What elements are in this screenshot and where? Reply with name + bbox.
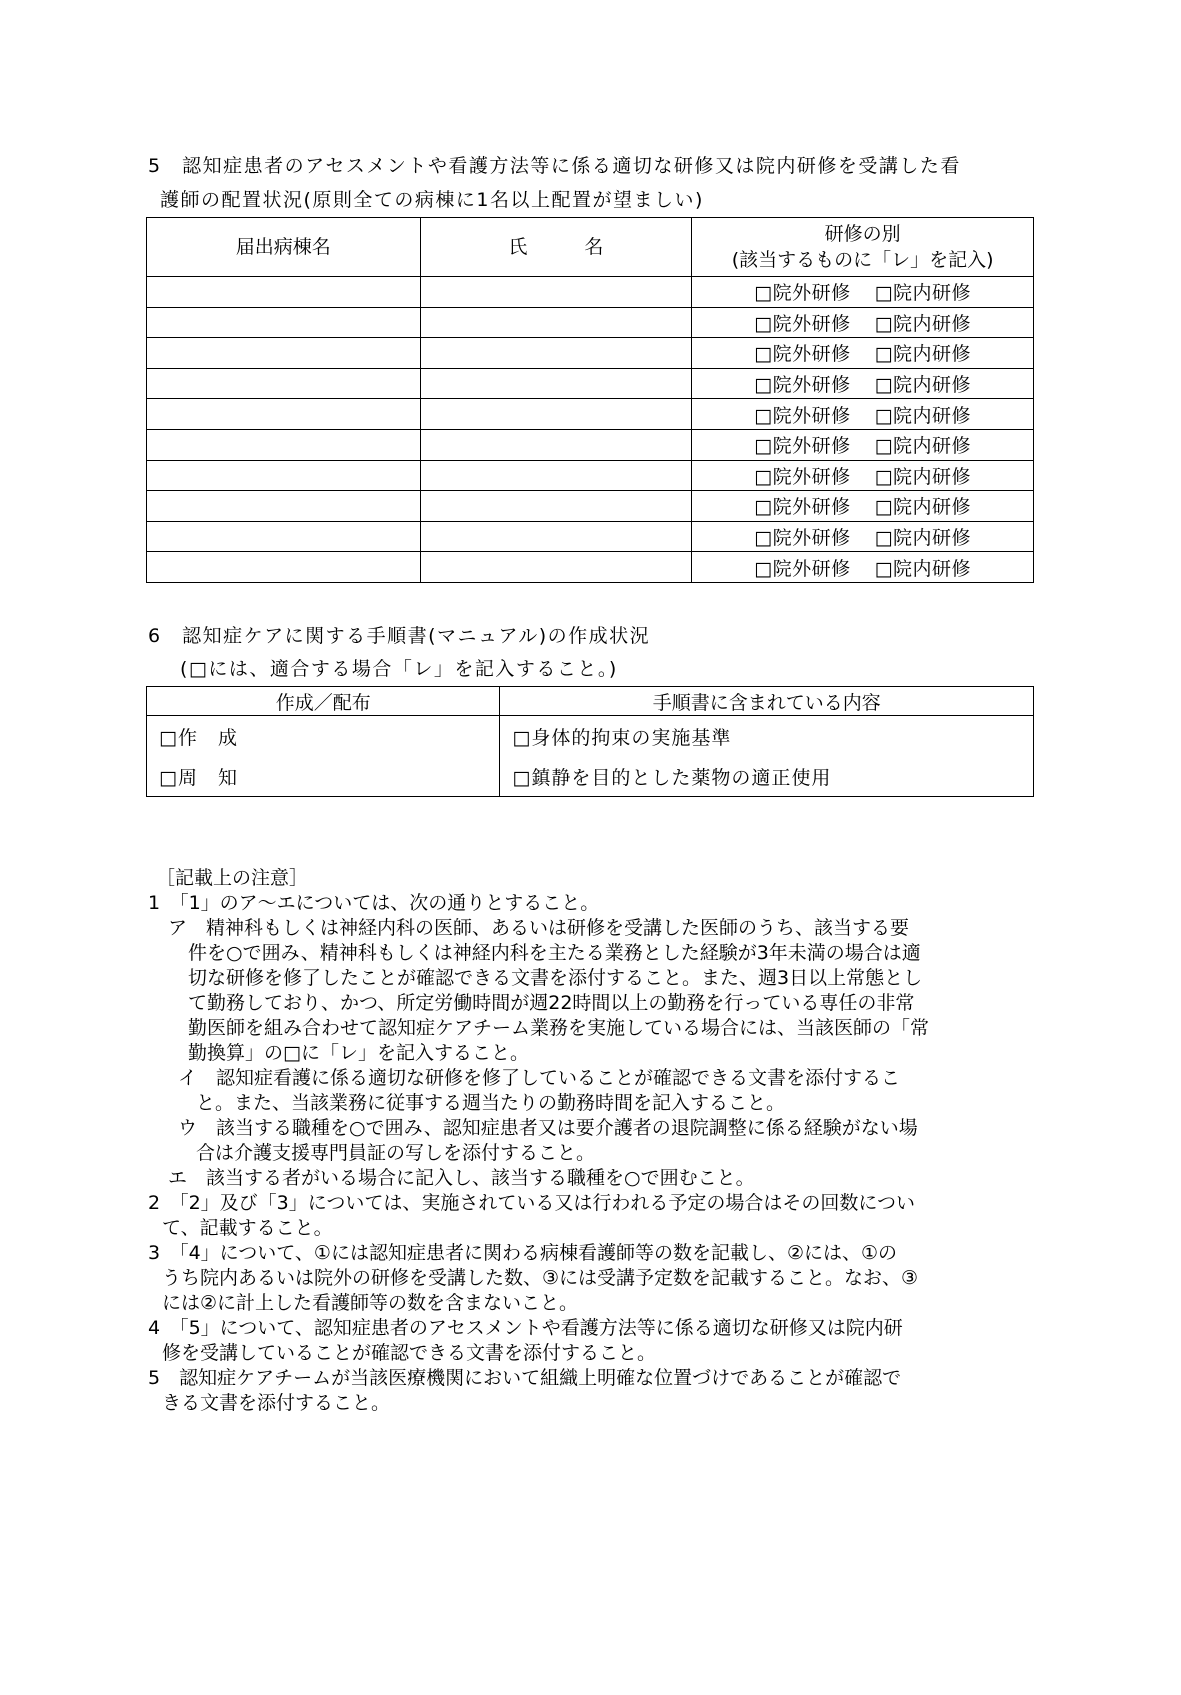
note-line: ア 精神科もしくは神経内科の医師、あるいは研修を受講した医師のうち、該当する要	[168, 917, 910, 939]
ward-cell[interactable]	[147, 307, 421, 338]
note-line: イ 認知症看護に係る適切な研修を修了していることが確認できる文書を添付するこ	[178, 1067, 901, 1089]
section5-heading-line1: 5 認知症患者のアセスメントや看護方法等に係る適切な研修又は院内研修を受講した看	[148, 155, 961, 177]
ward-cell[interactable]	[147, 277, 421, 308]
note-line: エ 該当する者がいる場合に記入し、該当する職種を○で囲むこと。	[168, 1167, 755, 1189]
table-header-row	[147, 218, 1034, 277]
internal-training-checkbox[interactable]: □院内研修	[874, 343, 972, 366]
header-name: 氏 名	[420, 218, 692, 277]
name-cell[interactable]	[420, 491, 692, 522]
name-cell[interactable]	[420, 460, 692, 491]
external-training-checkbox[interactable]: □院外研修	[754, 435, 851, 458]
header-training-line2: (該当するものに「レ」を記入)	[731, 249, 994, 271]
training-cell	[692, 552, 1034, 583]
external-training-checkbox[interactable]: □院外研修	[754, 465, 851, 488]
table-row	[147, 307, 1034, 338]
note-line: には②に計上した看護師等の数を含まないこと。	[162, 1292, 579, 1314]
note-line: 勤換算」の□に「レ」を記入すること。	[188, 1042, 529, 1064]
note-line: 3 「4」について、①には認知症患者に関わる病棟看護師等の数を記載し、②には、①の	[148, 1242, 898, 1264]
internal-training-checkbox[interactable]: □院内研修	[874, 557, 972, 580]
ward-cell[interactable]	[147, 399, 421, 430]
training-cell	[692, 399, 1034, 430]
note-line: 2 「2」及び「3」については、実施されている又は行われる予定の場合はその回数につい	[148, 1192, 916, 1214]
table-row	[147, 338, 1034, 369]
table-header-row	[147, 687, 1034, 716]
note-line: て勤務しており、かつ、所定労働時間が週22時間以上の勤務を行っている専任の非常	[188, 992, 915, 1014]
table-row	[147, 368, 1034, 399]
table-row	[147, 716, 1034, 757]
nurse-training-table	[146, 217, 1034, 583]
notes-section	[148, 866, 1034, 1416]
table-row	[147, 521, 1034, 552]
training-cell	[692, 307, 1034, 338]
training-cell	[692, 338, 1034, 369]
name-cell[interactable]	[420, 521, 692, 552]
section6-heading: 6 認知症ケアに関する手順書(マニュアル)の作成状況	[148, 625, 651, 647]
note-line: 切な研修を修了したことが確認できる文書を添付すること。また、週3日以上常態とし	[188, 967, 923, 989]
table-row	[147, 429, 1034, 460]
name-cell[interactable]	[420, 429, 692, 460]
sedation-drug-checkbox[interactable]: □鎮静を目的とした薬物の適正使用	[500, 756, 1034, 797]
ward-cell[interactable]	[147, 521, 421, 552]
training-cell	[692, 277, 1034, 308]
section6-subheading: (□には、適合する場合「レ」を記入すること。)	[180, 658, 618, 680]
training-cell	[692, 429, 1034, 460]
note-line: て、記載すること。	[162, 1217, 333, 1239]
table-row	[147, 277, 1034, 308]
created-checkbox[interactable]: □作 成	[147, 716, 500, 757]
internal-training-checkbox[interactable]: □院内研修	[874, 435, 972, 458]
note-line: きる文書を添付すること。	[162, 1392, 391, 1414]
restraint-criteria-checkbox[interactable]: □身体的拘束の実施基準	[500, 716, 1034, 757]
note-line: と。また、当該業務に従事する週当たりの勤務時間を記入すること。	[196, 1092, 786, 1114]
name-cell[interactable]	[420, 552, 692, 583]
external-training-checkbox[interactable]: □院外研修	[754, 312, 851, 335]
table-row	[147, 552, 1034, 583]
ward-cell[interactable]	[147, 338, 421, 369]
section5-heading-line2: 護師の配置状況(原則全ての病棟に1名以上配置が望ましい)	[160, 189, 704, 211]
table-row	[147, 460, 1034, 491]
external-training-checkbox[interactable]: □院外研修	[754, 374, 851, 397]
table-row	[147, 399, 1034, 430]
header-training-line1: 研修の別	[824, 223, 901, 245]
name-cell[interactable]	[420, 368, 692, 399]
name-cell[interactable]	[420, 399, 692, 430]
header-ward: 届出病棟名	[147, 218, 421, 277]
training-cell	[692, 460, 1034, 491]
note-line: 合は介護支援専門員証の写しを添付すること。	[196, 1142, 596, 1164]
note-line: 1 「1」のア～エについては、次の通りとすること。	[148, 892, 600, 914]
ward-cell[interactable]	[147, 491, 421, 522]
notified-checkbox[interactable]: □周 知	[147, 756, 500, 797]
ward-cell[interactable]	[147, 368, 421, 399]
note-line: 件を○で囲み、精神科もしくは神経内科を主たる業務とした経験が3年未満の場合は適	[188, 942, 921, 964]
table-row	[147, 491, 1034, 522]
note-line: 勤医師を組み合わせて認知症ケアチーム業務を実施している場合には、当該医師の「常	[188, 1017, 930, 1039]
note-line: うち院内あるいは院外の研修を受講した数、③には受講予定数を記載すること。なお、③	[162, 1267, 919, 1289]
note-line: 5 認知症ケアチームが当該医療機関において組織上明確な位置づけであることが確認で	[148, 1367, 902, 1389]
ward-cell[interactable]	[147, 460, 421, 491]
internal-training-checkbox[interactable]: □院内研修	[874, 282, 972, 305]
ward-cell[interactable]	[147, 429, 421, 460]
note-line: 修を受講していることが確認できる文書を添付すること。	[162, 1342, 657, 1364]
training-cell	[692, 368, 1034, 399]
name-cell[interactable]	[420, 338, 692, 369]
internal-training-checkbox[interactable]: □院内研修	[874, 312, 972, 335]
internal-training-checkbox[interactable]: □院内研修	[874, 527, 972, 550]
internal-training-checkbox[interactable]: □院内研修	[874, 465, 972, 488]
external-training-checkbox[interactable]: □院外研修	[754, 496, 851, 519]
name-cell[interactable]	[420, 277, 692, 308]
external-training-checkbox[interactable]: □院外研修	[754, 404, 851, 427]
note-line: ウ 該当する職種を○で囲み、認知症患者又は要介護者の退院調整に係る経験がない場	[178, 1117, 918, 1139]
header-create-distribute: 作成／配布	[147, 687, 500, 716]
internal-training-checkbox[interactable]: □院内研修	[874, 496, 972, 519]
external-training-checkbox[interactable]: □院外研修	[754, 343, 851, 366]
internal-training-checkbox[interactable]: □院内研修	[874, 374, 972, 397]
table-row	[147, 756, 1034, 797]
note-line: 4 「5」について、認知症患者のアセスメントや看護方法等に係る適切な研修又は院内研	[148, 1317, 903, 1339]
training-cell	[692, 521, 1034, 552]
external-training-checkbox[interactable]: □院外研修	[754, 282, 851, 305]
manual-table	[146, 686, 1034, 797]
name-cell[interactable]	[420, 307, 692, 338]
header-manual-contents: 手順書に含まれている内容	[500, 687, 1034, 716]
training-cell	[692, 491, 1034, 522]
ward-cell[interactable]	[147, 552, 421, 583]
external-training-checkbox[interactable]: □院外研修	[754, 527, 851, 550]
header-training	[692, 218, 1034, 277]
internal-training-checkbox[interactable]: □院内研修	[874, 404, 972, 427]
external-training-checkbox[interactable]: □院外研修	[754, 557, 851, 580]
notes-title: ［記載上の注意］	[156, 867, 309, 889]
